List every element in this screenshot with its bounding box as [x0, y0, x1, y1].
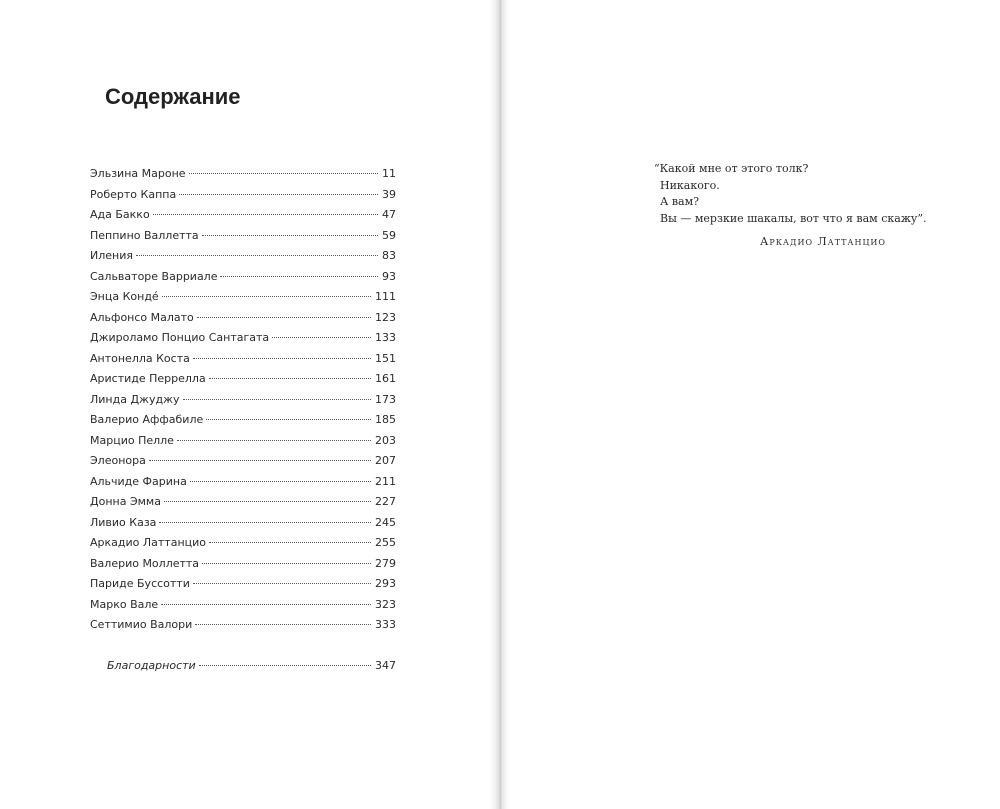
- toc-entry-name: Альчиде Фарина: [90, 474, 187, 488]
- toc-entry: [90, 185, 396, 206]
- toc-entry-name: Энца Кондé: [90, 290, 159, 303]
- toc-leader-dots: [209, 542, 371, 543]
- toc-entry-name: Валерио Аффабиле: [90, 413, 204, 426]
- toc-entry: [90, 513, 396, 534]
- toc-entry-name: Альфонсо Малато: [90, 310, 194, 324]
- toc-entry: [90, 328, 396, 349]
- toc-entry: [90, 533, 396, 554]
- toc-entry-page: 93: [382, 269, 396, 283]
- toc-entry-name: Ливио Каза: [90, 515, 157, 529]
- epigraph-author: Аркадио Латтанцио: [760, 235, 886, 248]
- book-gutter-shadow: [490, 0, 510, 809]
- toc-entry: [90, 246, 396, 267]
- epigraph-line: Никакого.: [660, 178, 720, 192]
- toc-leader-dots: [202, 563, 371, 564]
- toc-entry: [90, 287, 396, 308]
- toc-entry-name: Антонелла Коста: [90, 351, 190, 365]
- toc-title: Содержание: [105, 84, 241, 109]
- toc-entry-page: 133: [375, 331, 396, 344]
- toc-leader-dots: [149, 460, 371, 461]
- toc-entry-page: 173: [375, 392, 396, 406]
- toc-entry-name: Сальваторе Варриале: [90, 269, 218, 283]
- toc-leader-dots: [179, 194, 378, 195]
- toc-leader-dots: [206, 419, 371, 420]
- toc-leader-dots: [195, 624, 371, 625]
- right-page: [503, 0, 1000, 809]
- epigraph-line: “Какой мне от этого толк?: [654, 162, 809, 175]
- toc-entry-page: 151: [375, 351, 396, 365]
- toc-entry-name: Аристиде Перрелла: [90, 372, 206, 385]
- toc-entry-name: Валерио Моллетта: [90, 556, 200, 570]
- toc-entry-name: Джироламо Понцио Сантагата: [90, 331, 270, 344]
- toc-entry-page: 59: [382, 228, 396, 242]
- toc-entry-name: Донна Эмма: [90, 495, 161, 508]
- toc-entry-name: Роберто Каппа: [90, 187, 177, 201]
- toc-leader-dots: [272, 337, 371, 338]
- left-page: [0, 0, 497, 809]
- toc-entry-page: 203: [375, 433, 396, 447]
- toc-entry-page: 255: [375, 536, 396, 549]
- toc-list: [90, 164, 396, 636]
- toc-entry: [90, 390, 396, 411]
- toc-entry: [90, 451, 396, 472]
- toc-entry-page: 211: [375, 474, 396, 488]
- toc-entry: [90, 615, 396, 636]
- toc-entry: [90, 492, 396, 513]
- toc-entry: [90, 410, 396, 431]
- toc-leader-dots: [153, 214, 378, 215]
- toc-entry-page: 161: [375, 372, 396, 385]
- toc-acknowledgements-page: 347: [375, 659, 396, 672]
- toc-leader-dots: [193, 583, 371, 584]
- toc-entry-name: Линда Джуджу: [90, 392, 180, 406]
- toc-entry-name: Марко Вале: [90, 597, 159, 611]
- toc-entry-page: 39: [382, 187, 396, 201]
- toc-entry-page: 279: [375, 556, 396, 570]
- toc-entry: [90, 349, 396, 370]
- toc-entry-page: 83: [382, 249, 396, 262]
- toc-leader-dots: [159, 522, 371, 523]
- toc-entry: [90, 472, 396, 493]
- toc-entry-page: 11: [382, 167, 396, 180]
- toc-leader-dots: [220, 276, 378, 277]
- toc-entry-name: Сеттимио Валори: [90, 618, 193, 631]
- toc-entry-page: 245: [375, 515, 396, 529]
- epigraph-line: Вы — мерзкие шакалы, вот что я вам скажу”.: [660, 211, 927, 225]
- toc-leader-dots: [161, 604, 371, 605]
- toc-entry-name: Иления: [90, 249, 133, 262]
- toc-entry: [90, 267, 396, 288]
- toc-entry: [90, 554, 396, 575]
- toc-leader-dots: [190, 481, 371, 482]
- toc-entry-name: Париде Буссотти: [90, 577, 190, 590]
- toc-entry: [90, 226, 396, 247]
- toc-entry: [90, 595, 396, 616]
- toc-leader-dots: [189, 173, 378, 174]
- toc-entry-name: Аркадио Латтанцио: [90, 536, 206, 549]
- toc-entry-name: Марцио Пелле: [90, 433, 174, 447]
- toc-entry-page: 111: [375, 290, 396, 303]
- toc-entry: [90, 205, 396, 226]
- toc-entry-name: Элеонора: [90, 454, 146, 467]
- toc-leader-dots: [162, 296, 371, 297]
- toc-entry-name: Эльзина Мароне: [90, 167, 186, 180]
- toc-entry: [90, 574, 396, 595]
- toc-entry-page: 207: [375, 454, 396, 467]
- epigraph: [654, 161, 927, 227]
- toc-entry-page: 185: [375, 413, 396, 426]
- toc-entry: [90, 164, 396, 185]
- toc-leader-dots: [197, 317, 371, 318]
- toc-leader-dots: [202, 235, 378, 236]
- toc-leader-dots: [177, 440, 371, 441]
- toc-entry-page: 333: [375, 618, 396, 631]
- toc-entry-page: 123: [375, 310, 396, 324]
- toc-entry: [90, 308, 396, 329]
- toc-leader-dots: [199, 665, 371, 666]
- toc-acknowledgements-entry: [107, 656, 396, 677]
- toc-entry-page: 47: [382, 208, 396, 221]
- toc-acknowledgements-name: Благодарности: [107, 659, 196, 672]
- toc-entry-page: 293: [375, 577, 396, 590]
- toc-leader-dots: [136, 255, 378, 256]
- toc-leader-dots: [164, 501, 371, 502]
- toc-leader-dots: [183, 399, 372, 400]
- toc-entry-page: 323: [375, 597, 396, 611]
- toc-entry: [90, 431, 396, 452]
- toc-entry-name: Пеппино Валлетта: [90, 228, 199, 242]
- toc-leader-dots: [209, 378, 371, 379]
- toc-leader-dots: [193, 358, 371, 359]
- toc-entry-page: 227: [375, 495, 396, 508]
- toc-entry-name: Ада Бакко: [90, 208, 150, 221]
- toc-entry: [90, 369, 396, 390]
- epigraph-line: А вам?: [660, 195, 700, 208]
